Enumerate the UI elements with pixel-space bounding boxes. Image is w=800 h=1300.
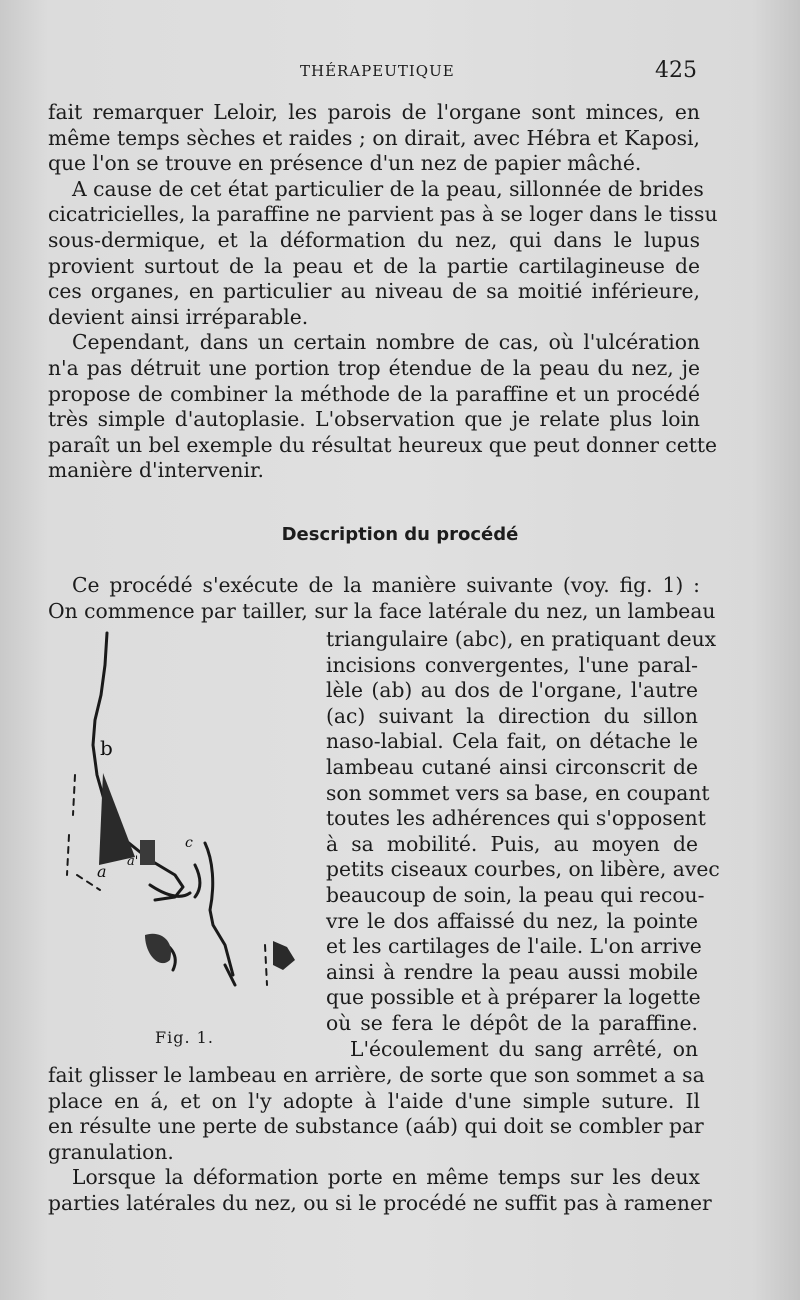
body-text-bottom — [48, 1063, 712, 1217]
section-heading: Description du procédé — [281, 524, 519, 545]
text-line: ainsi à rendre la peau aussi mobile — [326, 959, 698, 984]
text-line: lambeau cutané ainsi circonscrit de — [326, 754, 698, 779]
body-text-wrapped — [326, 627, 720, 1062]
text-line: propose de combiner la méthode de la paraffine et un procédé — [48, 381, 700, 406]
text-line: (ac) suivant la direction du sillon — [326, 703, 698, 728]
paragraph-2 — [48, 176, 718, 331]
text-line: cicatricielles, la paraffine ne parvient pas à se loger dans le tissu — [48, 202, 718, 227]
text-line: Ce procédé s'exécute de la manière suivante (voy. fig. 1) : — [72, 573, 700, 597]
text-line: vre le dos affaissé du nez, la pointe — [326, 908, 698, 933]
text-line: lèle (ab) au dos de l'organe, l'autre — [326, 678, 698, 703]
text-line: et les cartilages de l'aile. L'on arrive — [326, 934, 702, 959]
nose-diagram — [55, 625, 320, 1025]
text-line: sous-dermique, et la déformation du nez, qui dans le lupus — [48, 227, 700, 252]
figure-label-a: a — [97, 862, 107, 881]
text-line: que possible et à préparer la logette — [326, 985, 701, 1010]
paragraph-5 — [48, 1063, 705, 1165]
text-line: en résulte une perte de substance (aáb) qui doit se combler par — [48, 1114, 704, 1139]
text-line: n'a pas détruit une portion trop étendue de la peau du nez, je — [48, 355, 700, 380]
text-line: petits ciseaux courbes, on libère, avec — [326, 857, 720, 882]
text-line: devient ainsi irréparable. — [48, 304, 309, 329]
paragraph-6 — [48, 1165, 712, 1216]
text-line: même temps sèches et raides ; on dirait, avec Hébra et Kaposi, — [48, 125, 700, 150]
body-text-procedure — [48, 573, 716, 624]
text-line: manière d'intervenir. — [48, 458, 264, 483]
text-line: beaucoup de soin, la peau qui recou- — [326, 882, 705, 907]
text-line: son sommet vers sa base, en coupant — [326, 780, 710, 805]
figure-label-a-prime: a' — [127, 854, 139, 869]
text-line: à sa mobilité. Puis, au moyen de — [326, 831, 698, 856]
text-line: que l'on se trouve en présence d'un nez de papier mâché. — [48, 151, 642, 176]
figure-1 — [55, 625, 320, 1025]
page-number: 425 — [655, 58, 697, 83]
text-line: Lorsque la déformation porte en même temps sur les deux — [72, 1165, 700, 1190]
figure-caption: Fig. 1. — [155, 1028, 214, 1047]
text-line: triangulaire (abc), en pratiquant deux — [326, 627, 717, 651]
text-line: A cause de cet état particulier de la peau, sillonnée de brides — [72, 176, 704, 201]
running-title: THÉRAPEUTIQUE — [300, 62, 455, 80]
text-line: incisions convergentes, l'une paral- — [326, 652, 698, 677]
paragraph-4-intro — [48, 573, 716, 624]
page-header — [0, 58, 800, 88]
paragraph-1 — [48, 100, 700, 177]
text-line: fait glisser le lambeau en arrière, de sorte que son sommet a sa — [48, 1063, 705, 1087]
body-text-top — [48, 100, 718, 484]
text-line: parties latérales du nez, ou si le procédé ne suffit pas à ramener — [48, 1190, 712, 1215]
figure-label-b: b — [100, 736, 113, 760]
text-line: naso-labial. Cela fait, on détache le — [326, 729, 698, 754]
text-line: où se fera le dépôt de la paraffine. — [326, 1010, 698, 1035]
figure-label-c: c — [185, 835, 193, 851]
text-line: granulation. — [48, 1139, 174, 1164]
paragraph-3 — [48, 330, 718, 484]
text-line: Cependant, dans un certain nombre de cas, où l'ulcération — [72, 330, 700, 355]
text-line: très simple d'autoplasie. L'observation que je relate plus loin — [48, 407, 700, 432]
text-line: provient surtout de la peau et de la partie cartilagineuse de — [48, 253, 700, 278]
text-line: On commence par tailler, sur la face latérale du nez, un lambeau — [48, 598, 716, 623]
text-line: place en á, et on l'y adopte à l'aide d'une simple suture. Il — [48, 1088, 700, 1113]
text-line: fait remarquer Leloir, les parois de l'organe sont minces, en — [48, 100, 700, 124]
text-line: toutes les adhérences qui s'opposent — [326, 806, 706, 831]
text-line: paraît un bel exemple du résultat heureux que peut donner cette — [48, 432, 718, 457]
text-line: ces organes, en particulier au niveau de sa moitié inférieure, — [48, 279, 700, 304]
text-line: L'écoulement du sang arrêté, on — [350, 1036, 698, 1061]
